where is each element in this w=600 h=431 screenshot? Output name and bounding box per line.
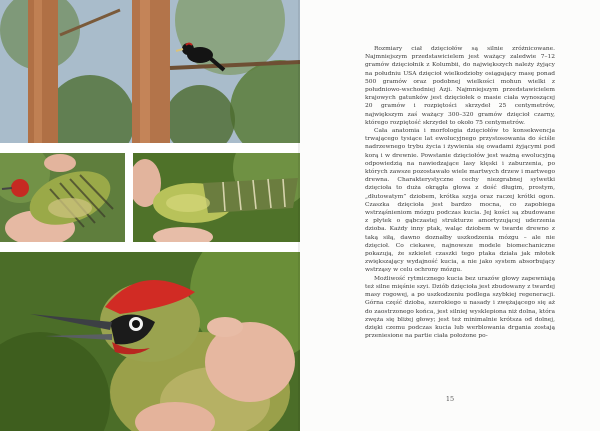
paragraph-1: Rozmiary ciał dzięciołów są silnie zróżnicowane. Najmniejszym przedstawicielem jest ważący zaledwie 7–12 gramów dzięciołnik z Kolumbii, do największych należy żyjący na południu USA dzięcioł wielkodzioby osiągający masę ponad 500 gramów oraz podobnej wielkości mohun wielki z południowo-wschodniej Azji. Najmniejszym przedstawicielem krajowych gatunków jest dzięciołek o masie ciała wynoszącej 20 gramów i rozpiętości skrzydeł 25 centymetrów, największym zaś ważący 300–320 gramów dzięcioł czarny, którego rozpiętość skrzydeł to około 75 centymetrów. — [365, 46, 555, 126]
body-text — [365, 45, 555, 340]
spread-wing-scene — [133, 153, 300, 242]
photo-forest-black-woodpecker — [0, 0, 300, 143]
right-page-text — [300, 0, 600, 431]
paragraph-3: Możliwość rytmicznego kucia bez urazów głowy zapewniają też silne mięśnie szyi. Dziób dzięcioła jest zbudowany z twardej masy rogowej, a po uszkodzeniu podlega szybkiej regeneracji. Górna część dzioba, szerokiego u nasady i zwężającego się aż do zaostrzonego końca, jest silniej wysklepiona niż dolna, która zwęża się bliżej głowy; jest też minimalnie krótsza od dolnej, dzięki czemu podczas kucia lub werblowania drgania zostają przeniesione na partie ciała położone po- — [365, 275, 555, 340]
page-number: 15 — [445, 395, 455, 403]
photo-green-woodpecker-wing-held — [0, 153, 125, 242]
photo-green-woodpecker-head-closeup — [0, 252, 300, 431]
head-closeup-scene — [0, 252, 300, 431]
photo-green-woodpecker-spread-wing — [133, 153, 300, 242]
forest-scene — [0, 0, 300, 143]
paragraph-2: Cała anatomia i morfologia dzięciołów to konsekwencja trwającego tysiące lat ewolucyjnego przystosowania do ściśle nadrzewnego trybu życia i żywienia się owadami żyjącymi pod korą i w drewnie. Powstanie dzięciołów jest ważną ewolucyjną odpowiedzią na nawiedzające lasy klęski i zaburzenia, po których zawsze pozostawało wiele martwych drzew i martwego drewna. Charakterystyczne cechy niezgrabnej sylwetki dzięcioła to duża okrągła głowa z dość długim, prostym, „dłutowatym” dziobem, krótka szyja oraz raczej krótki ogon. Czaszka dzięcioła jest bardzo mocna, co zapobiega wstrząśnieniom mózgu podczas kucia. Jej kości są zbudowane z płytek o gąbczastej strukturze amortyzującej uderzenia dzioba. Każdy inny ptak, waląc dziobem w twarde drewno z taką siłą, dawno doznałby uszkodzenia mózgu – ale nie dzięcioł. Co ciekawe, najnowsze modele biomechaniczne pokazują, że szkielet czaszki tego ptaka działa jak młotek zwiększający wydajność kucia, a nie jako system absorbujący wstrząsy w celu ochrony mózgu. — [365, 128, 555, 274]
wing-held-scene — [0, 153, 125, 242]
